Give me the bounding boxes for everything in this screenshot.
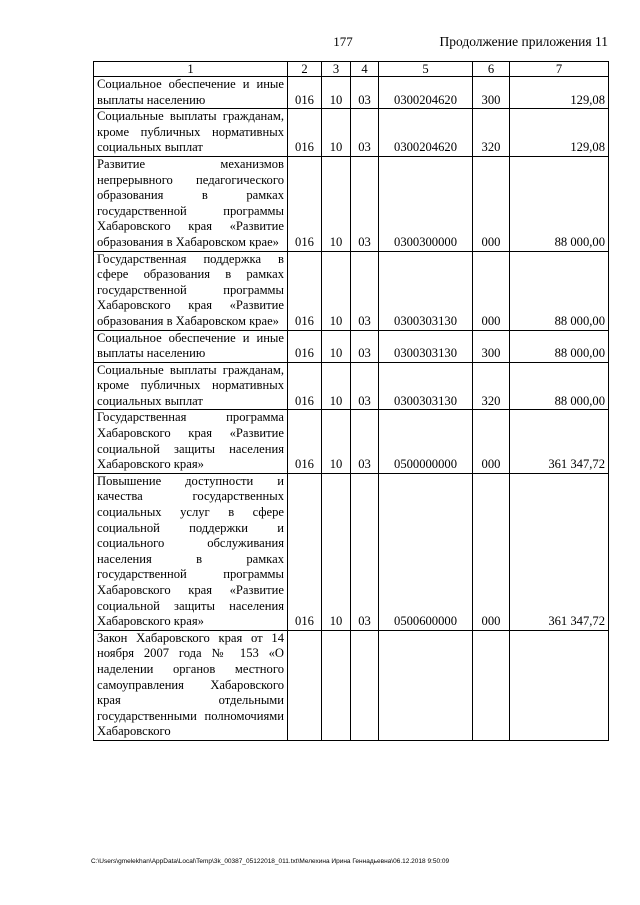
row-section: 10 <box>322 251 351 330</box>
continuation-label: Продолжение приложения 11 <box>439 34 608 49</box>
row-target-article: 0300303130 <box>379 251 473 330</box>
table-row <box>94 410 609 473</box>
row-expense-type: 320 <box>473 109 510 157</box>
row-amount: 88 000,00 <box>510 251 609 330</box>
row-section: 10 <box>322 473 351 630</box>
row-ministry: 016 <box>288 156 322 251</box>
column-header: 7 <box>510 62 609 77</box>
row-amount: 88 000,00 <box>510 330 609 362</box>
row-name: Закон Хабаровского края от 14 ноября 2007 года № 153 «О наделении органов местного самоуправления Хабаровского края отдельными государственными полномочиями Хабаровского <box>94 630 288 740</box>
column-header: 3 <box>322 62 351 77</box>
table-row <box>94 77 609 109</box>
row-subsection: 03 <box>351 473 379 630</box>
row-section: 10 <box>322 109 351 157</box>
row-target-article: 0300204620 <box>379 77 473 109</box>
page-number: 177 <box>333 34 353 49</box>
row-expense-type: 000 <box>473 473 510 630</box>
row-amount: 129,08 <box>510 109 609 157</box>
row-amount: 361 347,72 <box>510 473 609 630</box>
row-expense-type: 000 <box>473 410 510 473</box>
row-target-article <box>379 630 473 740</box>
row-expense-type <box>473 630 510 740</box>
row-ministry: 016 <box>288 410 322 473</box>
row-name: Государственная программа Хабаровского края «Развитие социальной защиты населения Хабаровского края» <box>94 410 288 473</box>
row-expense-type: 300 <box>473 330 510 362</box>
column-header: 5 <box>379 62 473 77</box>
column-header: 2 <box>288 62 322 77</box>
row-section <box>322 630 351 740</box>
table-row <box>94 362 609 410</box>
row-target-article: 0500000000 <box>379 410 473 473</box>
row-name: Развитие механизмов непрерывного педагогического образования в рамках государственной программы Хабаровского края «Развитие образования в Хабаровском крае» <box>94 156 288 251</box>
row-subsection <box>351 630 379 740</box>
row-subsection: 03 <box>351 410 379 473</box>
column-header: 4 <box>351 62 379 77</box>
row-amount: 361 347,72 <box>510 410 609 473</box>
row-name: Социальные выплаты гражданам, кроме публичных нормативных социальных выплат <box>94 109 288 157</box>
row-name: Социальное обеспечение и иные выплаты населению <box>94 330 288 362</box>
row-target-article: 0500600000 <box>379 473 473 630</box>
row-section: 10 <box>322 156 351 251</box>
column-header: 1 <box>94 62 288 77</box>
row-expense-type: 320 <box>473 362 510 410</box>
row-section: 10 <box>322 77 351 109</box>
row-subsection: 03 <box>351 156 379 251</box>
row-target-article: 0300300000 <box>379 156 473 251</box>
table-row <box>94 156 609 251</box>
row-expense-type: 000 <box>473 156 510 251</box>
table-header-row <box>94 62 609 77</box>
row-target-article: 0300204620 <box>379 109 473 157</box>
row-subsection: 03 <box>351 362 379 410</box>
row-expense-type: 300 <box>473 77 510 109</box>
row-subsection: 03 <box>351 330 379 362</box>
row-subsection: 03 <box>351 109 379 157</box>
row-name: Государственная поддержка в сфере образования в рамках государственной программы Хабаровского края «Развитие образования в Хабаровском крае» <box>94 251 288 330</box>
row-expense-type: 000 <box>473 251 510 330</box>
row-amount <box>510 630 609 740</box>
row-ministry: 016 <box>288 362 322 410</box>
row-ministry: 016 <box>288 77 322 109</box>
footer-file-path: C:\Users\gmelekhan\AppData\Local\Temp\3k_00387_05122018_011.txt\Мелехина Ирина Геннадьевна\06.12.2018 9:50:09 <box>91 858 450 865</box>
row-amount: 129,08 <box>510 77 609 109</box>
row-ministry: 016 <box>288 251 322 330</box>
row-subsection: 03 <box>351 251 379 330</box>
row-section: 10 <box>322 362 351 410</box>
row-ministry <box>288 630 322 740</box>
row-name: Социальные выплаты гражданам, кроме публичных нормативных социальных выплат <box>94 362 288 410</box>
row-target-article: 0300303130 <box>379 330 473 362</box>
row-subsection: 03 <box>351 77 379 109</box>
table-row <box>94 630 609 740</box>
table-row <box>94 251 609 330</box>
table-row <box>94 330 609 362</box>
row-ministry: 016 <box>288 330 322 362</box>
row-ministry: 016 <box>288 473 322 630</box>
row-amount: 88 000,00 <box>510 156 609 251</box>
row-section: 10 <box>322 410 351 473</box>
row-target-article: 0300303130 <box>379 362 473 410</box>
column-header: 6 <box>473 62 510 77</box>
row-name: Повышение доступности и качества государственных социальных услуг в сфере социальной поддержки и социального обслуживания населения в рамках государственной программы Хабаровского края «Развитие социальной защиты населения Хабаровского края» <box>94 473 288 630</box>
row-ministry: 016 <box>288 109 322 157</box>
row-name: Социальное обеспечение и иные выплаты населению <box>94 77 288 109</box>
budget-table <box>93 61 609 741</box>
table-row <box>94 109 609 157</box>
row-amount: 88 000,00 <box>510 362 609 410</box>
row-section: 10 <box>322 330 351 362</box>
table-row <box>94 473 609 630</box>
